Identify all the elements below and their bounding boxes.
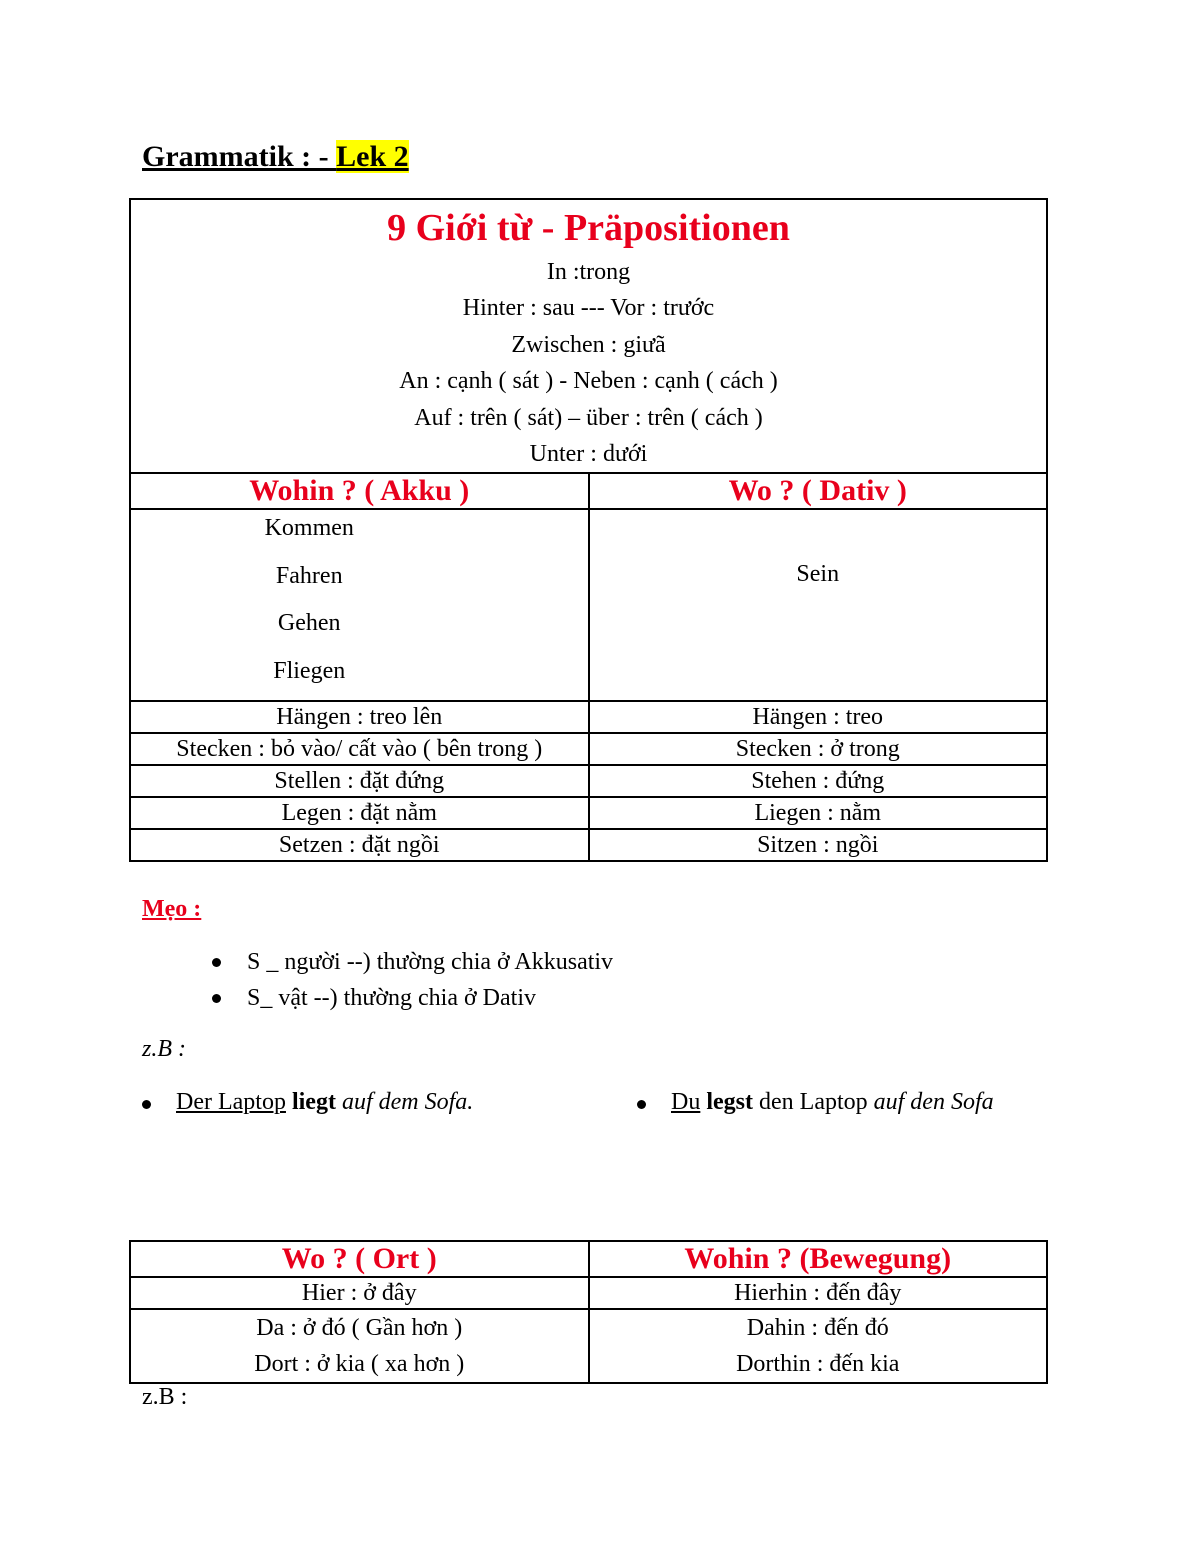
header-wo-dativ: Wo ? ( Dativ ): [589, 473, 1048, 509]
prepositions-title: 9 Giới từ - Präpositionen: [387, 207, 790, 249]
header-wohin-akku: Wohin ? ( Akku ): [130, 473, 589, 509]
verb-pair-left: Setzen : đặt ngồi: [130, 829, 589, 861]
adverb-left: Dort : ở kia ( xa hơn ): [254, 1351, 465, 1377]
verb-item: Kommen: [264, 515, 354, 542]
adverb-right: Dorthin : đến kia: [736, 1351, 900, 1377]
heading-lesson-highlight: Lek 2: [336, 140, 409, 173]
intro-line: Zwischen : giưã: [511, 331, 666, 358]
verb-pair-left: Stecken : bỏ vào/ cất vào ( bên trong ): [130, 733, 589, 765]
example-object: den Laptop: [759, 1089, 868, 1115]
heading-prefix: Grammatik : -: [142, 140, 337, 173]
tip-item: S_ vật --) thường chia ở Dativ: [212, 980, 613, 1016]
verb-pair-right: Stecken : ở trong: [589, 733, 1048, 765]
prepositions-intro-cell: [130, 199, 1047, 473]
verb-pair-left: Stellen : đặt đứng: [130, 765, 589, 797]
adverb-right: Hierhin : đến đây: [589, 1277, 1048, 1309]
example-subject: Du: [671, 1089, 701, 1115]
tips-label: Mẹo :: [142, 896, 202, 922]
intro-line: Hinter : sau --- Vor : trước: [462, 295, 715, 322]
verb-pair-right: Sitzen : ngồi: [589, 829, 1048, 861]
verb-item: Fliegen: [273, 657, 346, 684]
motion-verbs-cell: [130, 509, 589, 701]
example-verb: legst: [706, 1089, 753, 1115]
verb-pair-right: Hängen : treo: [589, 701, 1048, 733]
example-subject: Der Laptop: [176, 1089, 286, 1115]
intro-line: Unter : dưới: [529, 441, 648, 468]
verb-item: Fahren: [275, 562, 343, 589]
adverb-left: Da : ở đó ( Gần hơn ): [256, 1315, 463, 1341]
verb-pair-right: Liegen : nằm: [589, 797, 1048, 829]
verb-pair-left: Legen : đặt nằm: [130, 797, 589, 829]
page-heading: [142, 140, 409, 174]
prepositions-table: [129, 198, 1048, 862]
adverbs-table: [129, 1240, 1048, 1384]
header-wo-ort: Wo ? ( Ort ): [130, 1241, 589, 1277]
location-verb-cell: Sein: [589, 509, 1048, 701]
footer-example-label: z.B :: [142, 1384, 188, 1410]
adverb-left: Hier : ở đây: [130, 1277, 589, 1309]
adverb-left-cell: [130, 1309, 589, 1383]
example-akkusativ: [637, 1086, 994, 1118]
adverb-right: Dahin : đến đó: [746, 1315, 889, 1341]
example-phrase: auf den Sofa: [873, 1089, 994, 1115]
example-label: z.B :: [142, 1036, 186, 1062]
tips-list: [212, 944, 613, 1016]
header-wohin-bewegung: Wohin ? (Bewegung): [589, 1241, 1048, 1277]
intro-line: In :trong: [546, 259, 631, 285]
example-dativ: [142, 1086, 473, 1118]
example-phrase: auf dem Sofa.: [341, 1089, 474, 1115]
intro-line: An : cạnh ( sát ) - Neben : cạnh ( cách ): [399, 368, 778, 395]
verb-item: Gehen: [277, 610, 341, 637]
tip-item: S _ người --) thường chia ở Akkusativ: [212, 944, 613, 980]
adverb-right-cell: [589, 1309, 1048, 1383]
verb-pair-right: Stehen : đứng: [589, 765, 1048, 797]
example-verb: liegt: [291, 1089, 336, 1115]
intro-line: Auf : trên ( sát) – über : trên ( cách ): [414, 404, 763, 431]
verb-pair-left: Hängen : treo lên: [130, 701, 589, 733]
